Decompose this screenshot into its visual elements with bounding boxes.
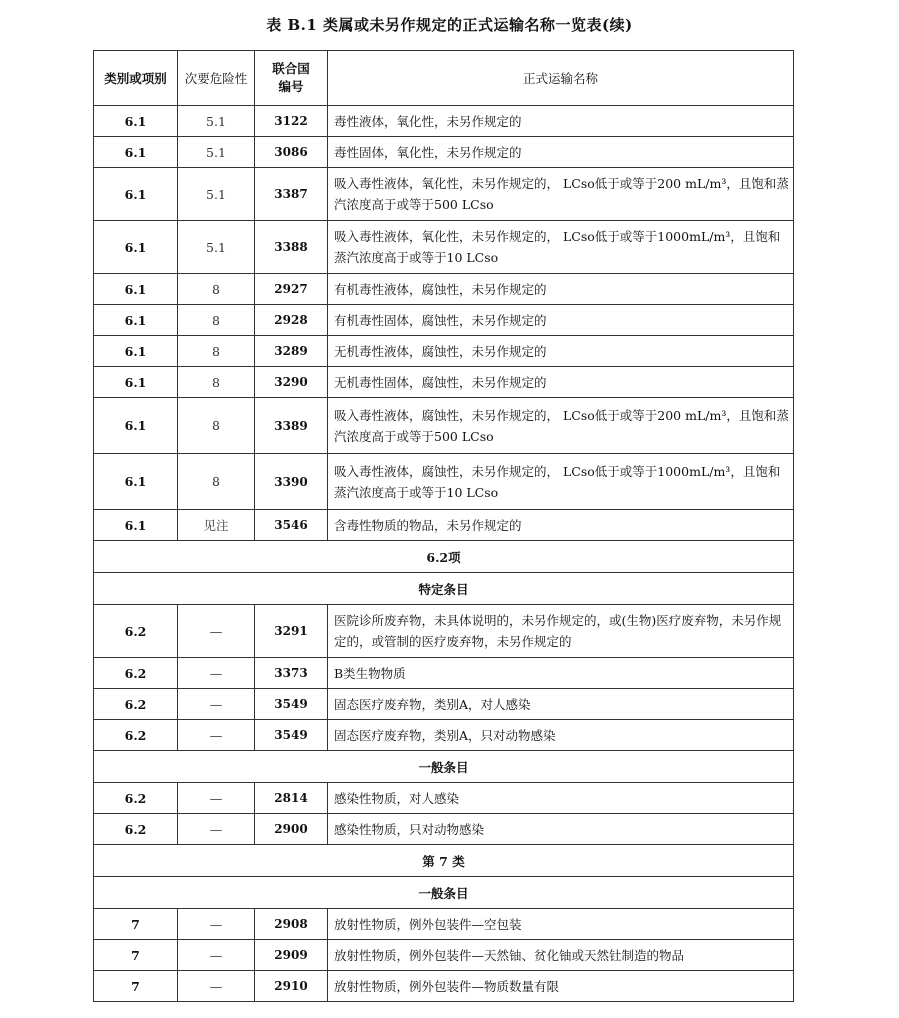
cell-class: 6.2 (94, 605, 178, 658)
cell-un-number: 3390 (255, 454, 328, 510)
shipping-names-table (93, 50, 794, 1002)
cell-un-number: 2910 (255, 971, 328, 1002)
cell-class: 6.1 (94, 221, 178, 274)
cell-class: 6.1 (94, 168, 178, 221)
table-row (94, 940, 794, 971)
cell-subsidiary: — (178, 689, 255, 720)
table-row (94, 274, 794, 305)
table-row (94, 168, 794, 221)
section-heading: 一般条目 (94, 751, 794, 783)
table-row (94, 454, 794, 510)
cell-subsidiary: 见注 (178, 510, 255, 541)
cell-shipping-name: 无机毒性固体，腐蚀性，未另作规定的 (328, 367, 794, 398)
cell-un-number: 3086 (255, 137, 328, 168)
cell-subsidiary: — (178, 783, 255, 814)
cell-un-number: 2908 (255, 909, 328, 940)
cell-un-number: 2909 (255, 940, 328, 971)
cell-class: 6.1 (94, 137, 178, 168)
cell-class: 6.1 (94, 336, 178, 367)
section-heading: 6.2项 (94, 541, 794, 573)
cell-class: 6.2 (94, 720, 178, 751)
cell-un-number: 3389 (255, 398, 328, 454)
cell-un-number: 3387 (255, 168, 328, 221)
cell-shipping-name: 有机毒性液体，腐蚀性，未另作规定的 (328, 274, 794, 305)
cell-subsidiary: 8 (178, 305, 255, 336)
cell-shipping-name: 放射性物质，例外包装件—空包装 (328, 909, 794, 940)
table-row (94, 971, 794, 1002)
table-row (94, 783, 794, 814)
cell-un-number: 3289 (255, 336, 328, 367)
cell-un-number: 3549 (255, 720, 328, 751)
cell-subsidiary: — (178, 814, 255, 845)
cell-class: 7 (94, 971, 178, 1002)
section-heading: 特定条目 (94, 573, 794, 605)
cell-un-number: 2900 (255, 814, 328, 845)
cell-un-number: 3549 (255, 689, 328, 720)
cell-class: 6.2 (94, 814, 178, 845)
table-row (94, 106, 794, 137)
table-row (94, 305, 794, 336)
cell-un-number: 2928 (255, 305, 328, 336)
table-title: 表 B.1 类属或未另作规定的正式运输名称一览表(续) (266, 16, 633, 34)
table-row (94, 720, 794, 751)
section-heading: 一般条目 (94, 877, 794, 909)
cell-subsidiary: 8 (178, 398, 255, 454)
cell-shipping-name: 吸入毒性液体，氧化性，未另作规定的， LCso低于或等于200 mL/m³，且饱和蒸汽浓度高于或等于500 LCso (328, 168, 794, 221)
section-heading: 第 7 类 (94, 845, 794, 877)
cell-class: 6.2 (94, 658, 178, 689)
table-header-row (94, 51, 794, 106)
cell-un-number: 2927 (255, 274, 328, 305)
section-row (94, 541, 794, 573)
cell-subsidiary: 5.1 (178, 106, 255, 137)
cell-class: 6.1 (94, 106, 178, 137)
table-row (94, 909, 794, 940)
cell-subsidiary: — (178, 605, 255, 658)
cell-class: 6.1 (94, 510, 178, 541)
header-class: 类别或项别 (94, 51, 178, 106)
cell-class: 7 (94, 940, 178, 971)
cell-un-number: 2814 (255, 783, 328, 814)
cell-shipping-name: 感染性物质，只对动物感染 (328, 814, 794, 845)
cell-subsidiary: 5.1 (178, 137, 255, 168)
table-row (94, 658, 794, 689)
cell-class: 6.2 (94, 783, 178, 814)
table-row (94, 510, 794, 541)
cell-subsidiary: 8 (178, 454, 255, 510)
cell-un-number: 3291 (255, 605, 328, 658)
table-row (94, 336, 794, 367)
cell-shipping-name: 医院诊所废弃物，未具体说明的，未另作规定的，或(生物)医疗废弃物，未另作规定的，或管制的医疗废弃物，未另作规定的 (328, 605, 794, 658)
cell-un-number: 3546 (255, 510, 328, 541)
table-row (94, 221, 794, 274)
cell-shipping-name: 感染性物质，对人感染 (328, 783, 794, 814)
cell-shipping-name: 毒性固体，氧化性，未另作规定的 (328, 137, 794, 168)
cell-shipping-name: 固态医疗废弃物，类别A，对人感染 (328, 689, 794, 720)
table-row (94, 367, 794, 398)
cell-un-number: 3373 (255, 658, 328, 689)
cell-shipping-name: 吸入毒性液体，腐蚀性，未另作规定的， LCso低于或等于1000mL/m³，且饱和蒸汽浓度高于或等于10 LCso (328, 454, 794, 510)
cell-shipping-name: 无机毒性液体，腐蚀性，未另作规定的 (328, 336, 794, 367)
cell-subsidiary: — (178, 940, 255, 971)
cell-class: 6.1 (94, 367, 178, 398)
header-subsidiary: 次要危险性 (178, 51, 255, 106)
cell-subsidiary: — (178, 971, 255, 1002)
cell-subsidiary: 8 (178, 336, 255, 367)
cell-class: 6.1 (94, 274, 178, 305)
cell-un-number: 3290 (255, 367, 328, 398)
cell-shipping-name: 放射性物质，例外包装件—天然铀、贫化铀或天然钍制造的物品 (328, 940, 794, 971)
cell-class: 6.1 (94, 454, 178, 510)
section-row (94, 751, 794, 783)
cell-shipping-name: B类生物物质 (328, 658, 794, 689)
cell-un-number: 3388 (255, 221, 328, 274)
cell-subsidiary: — (178, 658, 255, 689)
cell-un-number: 3122 (255, 106, 328, 137)
table-row (94, 605, 794, 658)
table-row (94, 689, 794, 720)
cell-subsidiary: 8 (178, 367, 255, 398)
cell-subsidiary: 8 (178, 274, 255, 305)
table-row (94, 814, 794, 845)
cell-class: 6.2 (94, 689, 178, 720)
cell-shipping-name: 毒性液体，氧化性，未另作规定的 (328, 106, 794, 137)
cell-subsidiary: — (178, 909, 255, 940)
cell-subsidiary: 5.1 (178, 221, 255, 274)
table-body (94, 106, 794, 1002)
cell-shipping-name: 吸入毒性液体，氧化性，未另作规定的， LCso低于或等于1000mL/m³，且饱和蒸汽浓度高于或等于10 LCso (328, 221, 794, 274)
header-shipping-name: 正式运输名称 (328, 51, 794, 106)
table-row (94, 137, 794, 168)
cell-shipping-name: 有机毒性固体，腐蚀性，未另作规定的 (328, 305, 794, 336)
section-row (94, 845, 794, 877)
cell-subsidiary: — (178, 720, 255, 751)
section-row (94, 877, 794, 909)
cell-shipping-name: 吸入毒性液体，腐蚀性，未另作规定的， LCso低于或等于200 mL/m³，且饱和蒸汽浓度高于或等于500 LCso (328, 398, 794, 454)
header-un-number: 联合国 编号 (255, 51, 328, 106)
cell-class: 6.1 (94, 305, 178, 336)
cell-shipping-name: 固态医疗废弃物，类别A，只对动物感染 (328, 720, 794, 751)
cell-class: 7 (94, 909, 178, 940)
cell-subsidiary: 5.1 (178, 168, 255, 221)
cell-class: 6.1 (94, 398, 178, 454)
cell-shipping-name: 含毒性物质的物品，未另作规定的 (328, 510, 794, 541)
cell-shipping-name: 放射性物质，例外包装件—物质数量有限 (328, 971, 794, 1002)
table-row (94, 398, 794, 454)
section-row (94, 573, 794, 605)
